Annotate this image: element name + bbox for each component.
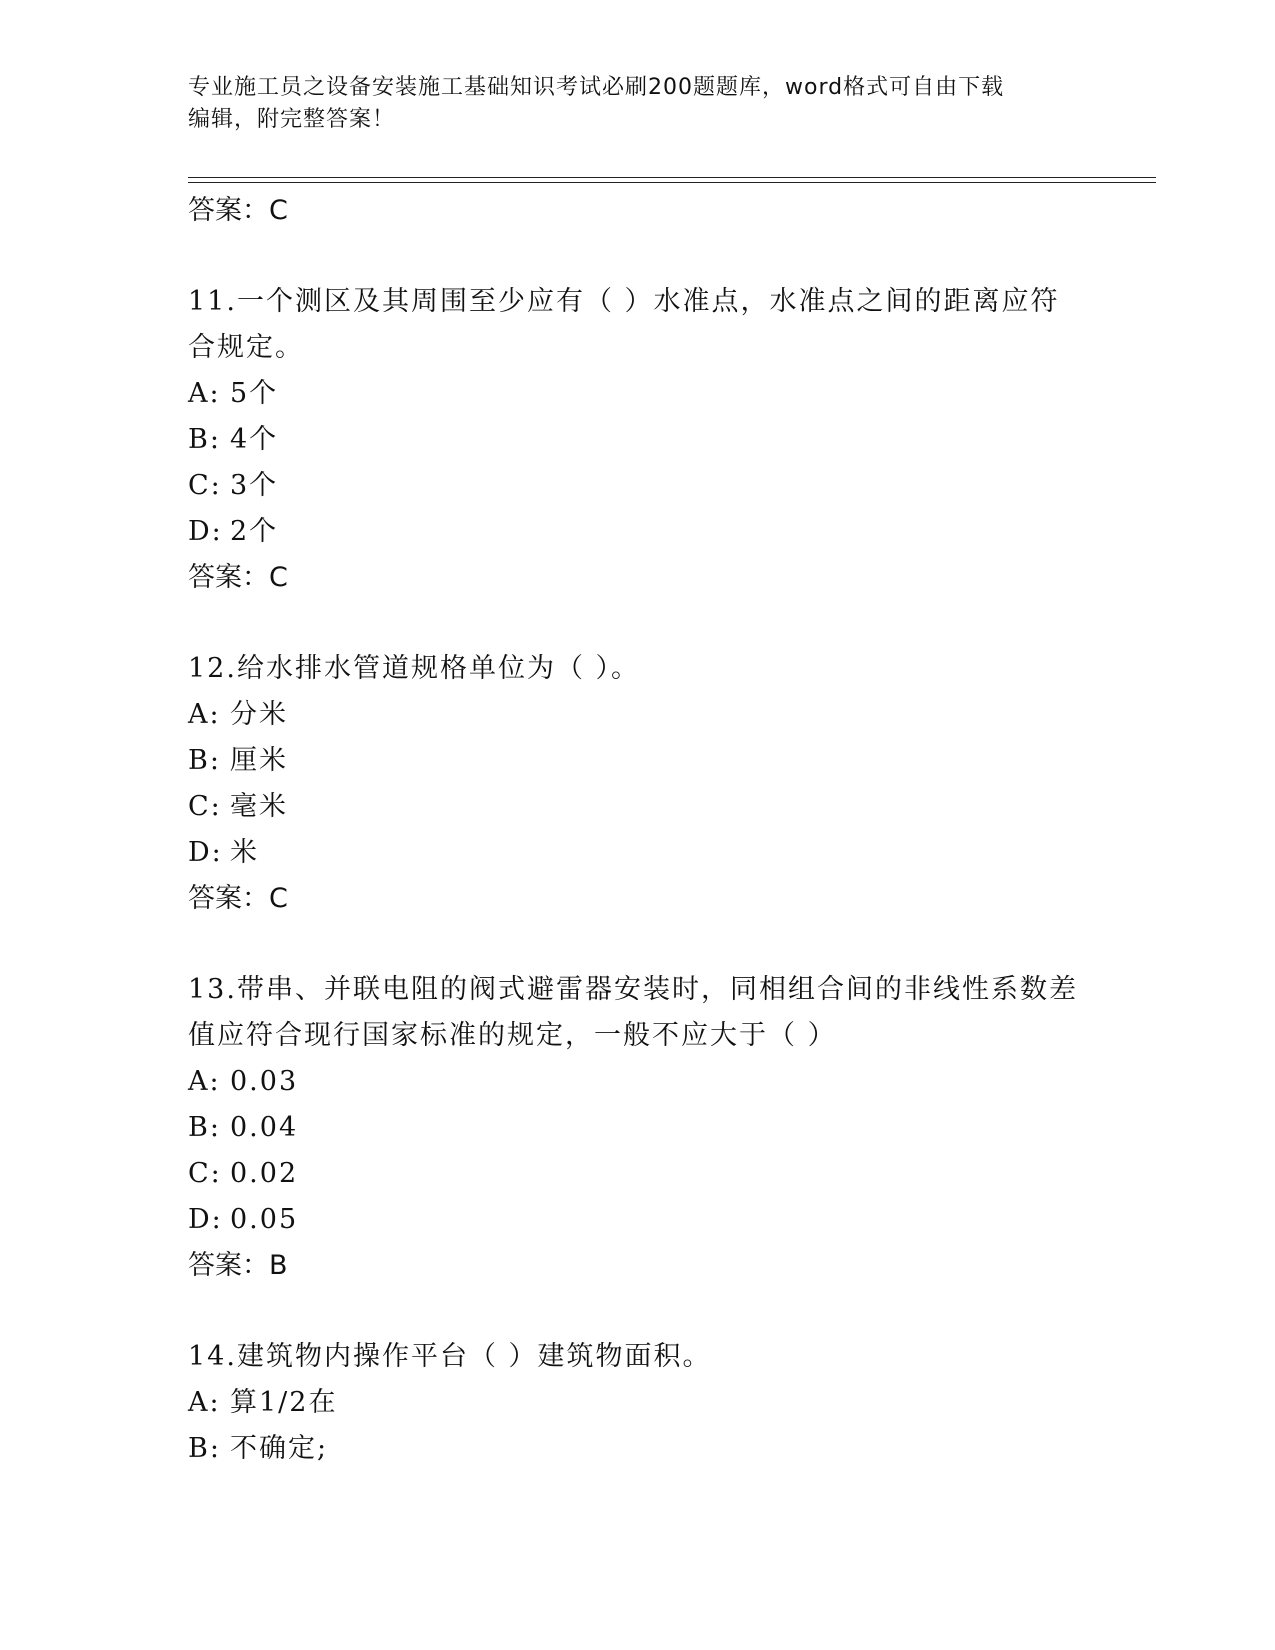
header-divider-bottom	[188, 182, 1156, 183]
option-key: B:	[188, 745, 221, 776]
answer-line: 答案：B	[188, 1250, 288, 1281]
option-key: A:	[188, 1387, 221, 1418]
option-key: D:	[188, 1204, 223, 1235]
option-key: C:	[188, 1158, 222, 1189]
option-b	[188, 738, 1088, 784]
option-key: B:	[188, 424, 221, 455]
question-stem-continued: 值应符合现行国家标准的规定，一般不应大于（ ）	[188, 1020, 837, 1051]
option-key: C:	[188, 470, 222, 501]
question-13	[188, 967, 1088, 1289]
option-a	[188, 371, 1088, 417]
option-d	[188, 1197, 1088, 1243]
answer-line: 答案：C	[188, 883, 288, 914]
option-text: 米	[230, 837, 259, 868]
option-a	[188, 1380, 1088, 1426]
option-b	[188, 1105, 1088, 1151]
option-c	[188, 463, 1088, 509]
option-text: 分米	[230, 699, 288, 730]
option-text: 不确定;	[230, 1433, 329, 1464]
option-text: 5个	[230, 378, 279, 409]
option-key: A:	[188, 378, 221, 409]
header-divider-top	[188, 177, 1156, 178]
question-stem: 14.建筑物内操作平台（ ）建筑物面积。	[188, 1341, 712, 1372]
document-body	[188, 188, 1088, 1472]
question-11	[188, 279, 1088, 601]
document-header	[188, 72, 1068, 136]
option-text: 0.04	[230, 1112, 299, 1143]
answer-line: 答案：C	[188, 195, 288, 226]
option-d	[188, 830, 1088, 876]
option-text: 4个	[230, 424, 279, 455]
question-stem: 13.带串、并联电阻的阀式避雷器安装时，同相组合间的非线性系数差	[188, 974, 1078, 1005]
option-text: 0.03	[230, 1066, 299, 1097]
option-key: A:	[188, 699, 221, 730]
option-a	[188, 1059, 1088, 1105]
header-line-2: 编辑，附完整答案！	[188, 107, 396, 132]
option-d	[188, 509, 1088, 555]
option-key: D:	[188, 516, 223, 547]
option-text: 0.05	[230, 1204, 299, 1235]
answer-line: 答案：C	[188, 562, 288, 593]
option-c	[188, 1151, 1088, 1197]
question-stem: 11.一个测区及其周围至少应有（ ）水准点，水准点之间的距离应符	[188, 286, 1060, 317]
question-12	[188, 646, 1088, 922]
option-key: D:	[188, 837, 223, 868]
question-stem: 12.给水排水管道规格单位为（ ）。	[188, 653, 641, 684]
option-text: 3个	[230, 470, 279, 501]
option-text: 算1/2在	[230, 1387, 338, 1418]
question-stem-continued: 合规定。	[188, 332, 304, 363]
question-14	[188, 1334, 1088, 1472]
option-key: B:	[188, 1112, 221, 1143]
option-a	[188, 692, 1088, 738]
option-text: 厘米	[230, 745, 288, 776]
option-b	[188, 1426, 1088, 1472]
option-text: 2个	[230, 516, 279, 547]
option-b	[188, 417, 1088, 463]
option-key: A:	[188, 1066, 221, 1097]
option-key: C:	[188, 791, 222, 822]
option-text: 0.02	[230, 1158, 299, 1189]
option-key: B:	[188, 1433, 221, 1464]
option-c	[188, 784, 1088, 830]
option-text: 毫米	[230, 791, 288, 822]
header-line-1: 专业施工员之设备安装施工基础知识考试必刷200题题库，word格式可自由下载	[188, 75, 1005, 100]
